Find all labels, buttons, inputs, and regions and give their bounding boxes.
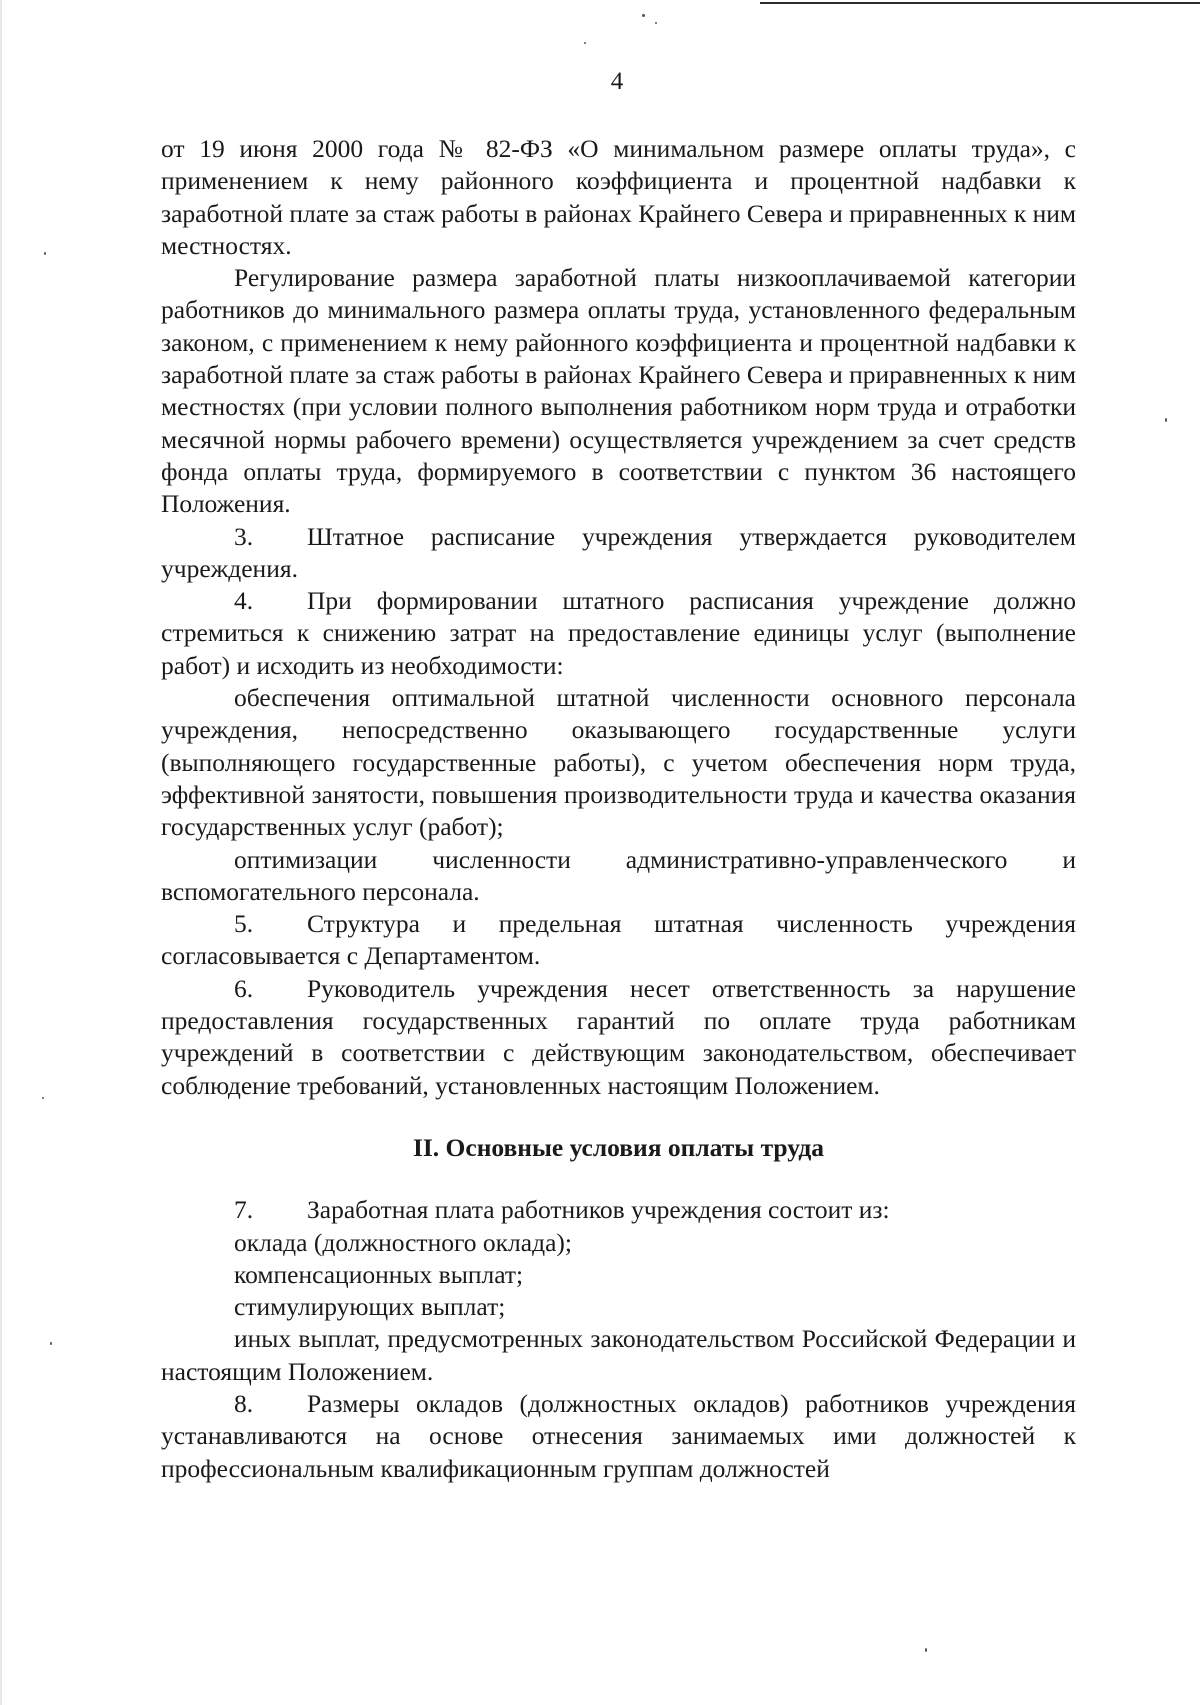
page-number: 4 xyxy=(610,68,624,95)
numbered-paragraph xyxy=(161,973,1076,1102)
paragraph-text: Размеры окладов (должностных окладов) работников учреждения устанавливаются на основе отнесения занимаемых ими должностей к профессиональным квалификационным группам должностей xyxy=(161,1388,1076,1483)
document-body xyxy=(161,133,1076,1485)
section-heading: II. Основные условия оплаты труда xyxy=(412,1132,825,1162)
scan-edge-line xyxy=(760,2,1200,4)
list-item: иных выплат, предусмотренных законодательством Российской Федерации и настоящим Положением. xyxy=(161,1324,1076,1386)
item-number: 7. xyxy=(234,1195,254,1225)
paragraph-text: Заработная плата работников учреждения состоит из: xyxy=(307,1195,890,1225)
paragraph-text: Структура и предельная штатная численность учреждения согласовывается с Департаментом. xyxy=(161,909,1076,971)
numbered-paragraph xyxy=(161,585,1076,682)
numbered-paragraph xyxy=(161,1194,1076,1226)
list-item: стимулирующих выплат; xyxy=(234,1292,506,1322)
paragraph: от 19 июня 2000 года № 82-ФЗ «О минимальном размере оплаты труда», с применением к нему районного коэффициента и процентной надбавки к заработной плате за стаж работы в районах Крайнего Севера и приравненных к ним местностях. xyxy=(161,134,1077,260)
item-number: 6. xyxy=(234,973,254,1003)
numbered-paragraph xyxy=(161,908,1076,973)
scan-left-edge xyxy=(0,0,2,1705)
scan-speck xyxy=(655,22,657,24)
paragraph-text: Штатное расписание учреждения утверждается руководителем учреждения. xyxy=(161,521,1076,583)
item-number: 4. xyxy=(234,586,254,616)
numbered-paragraph xyxy=(161,1388,1076,1485)
scan-speck xyxy=(44,252,46,255)
paragraph: оптимизации численности административно-управленческого и вспомогательного персонала. xyxy=(161,844,1076,906)
scan-speck xyxy=(584,42,586,44)
scan-speck xyxy=(642,14,645,17)
list-item: компенсационных выплат; xyxy=(234,1259,524,1289)
item-number: 5. xyxy=(234,909,254,939)
scan-speck xyxy=(1165,418,1167,422)
paragraph: обеспечения оптимальной штатной численности основного персонала учреждения, непосредственно оказывающего государственные услуги (выполняющего государственные работы), с учетом обеспечения норм труда, эффективной занятости, повышения производительности труда и качества оказания государственных услуг (работ); xyxy=(161,683,1076,842)
paragraph: Регулирование размера заработной платы низкооплачиваемой категории работников до минимального размера оплаты труда, установленного федеральным законом, с применением к нему районного коэффициента и процентной надбавки к заработной плате за стаж работы в районах Крайнего Севера и приравненных к ним местностях (при условии полного выполнения работником норм труда и отработки месячной нормы рабочего времени) осуществляется учреждением за счет средств фонда оплаты труда, формируемого в соответствии с пунктом 36 настоящего Положения. xyxy=(161,263,1077,519)
scan-speck xyxy=(925,1648,927,1652)
list-item: оклада (должностного оклада); xyxy=(234,1227,572,1257)
paragraph-text: При формировании штатного расписания учреждение должно стремиться к снижению затрат на предоставление единицы услуг (выполнение работ) и исходить из необходимости: xyxy=(161,586,1076,680)
paragraph-text: Руководитель учреждения несет ответственность за нарушение предоставления государственных гарантий по оплате труда работникам учреждений в соответствии с действующим законодательством, обеспечивает соблюдение требований, установленных настоящим Положением. xyxy=(161,973,1076,1100)
item-number: 8. xyxy=(234,1388,254,1418)
scan-speck xyxy=(50,1342,52,1345)
item-number: 3. xyxy=(234,521,254,551)
scan-speck xyxy=(42,1097,44,1099)
numbered-paragraph xyxy=(161,521,1076,586)
